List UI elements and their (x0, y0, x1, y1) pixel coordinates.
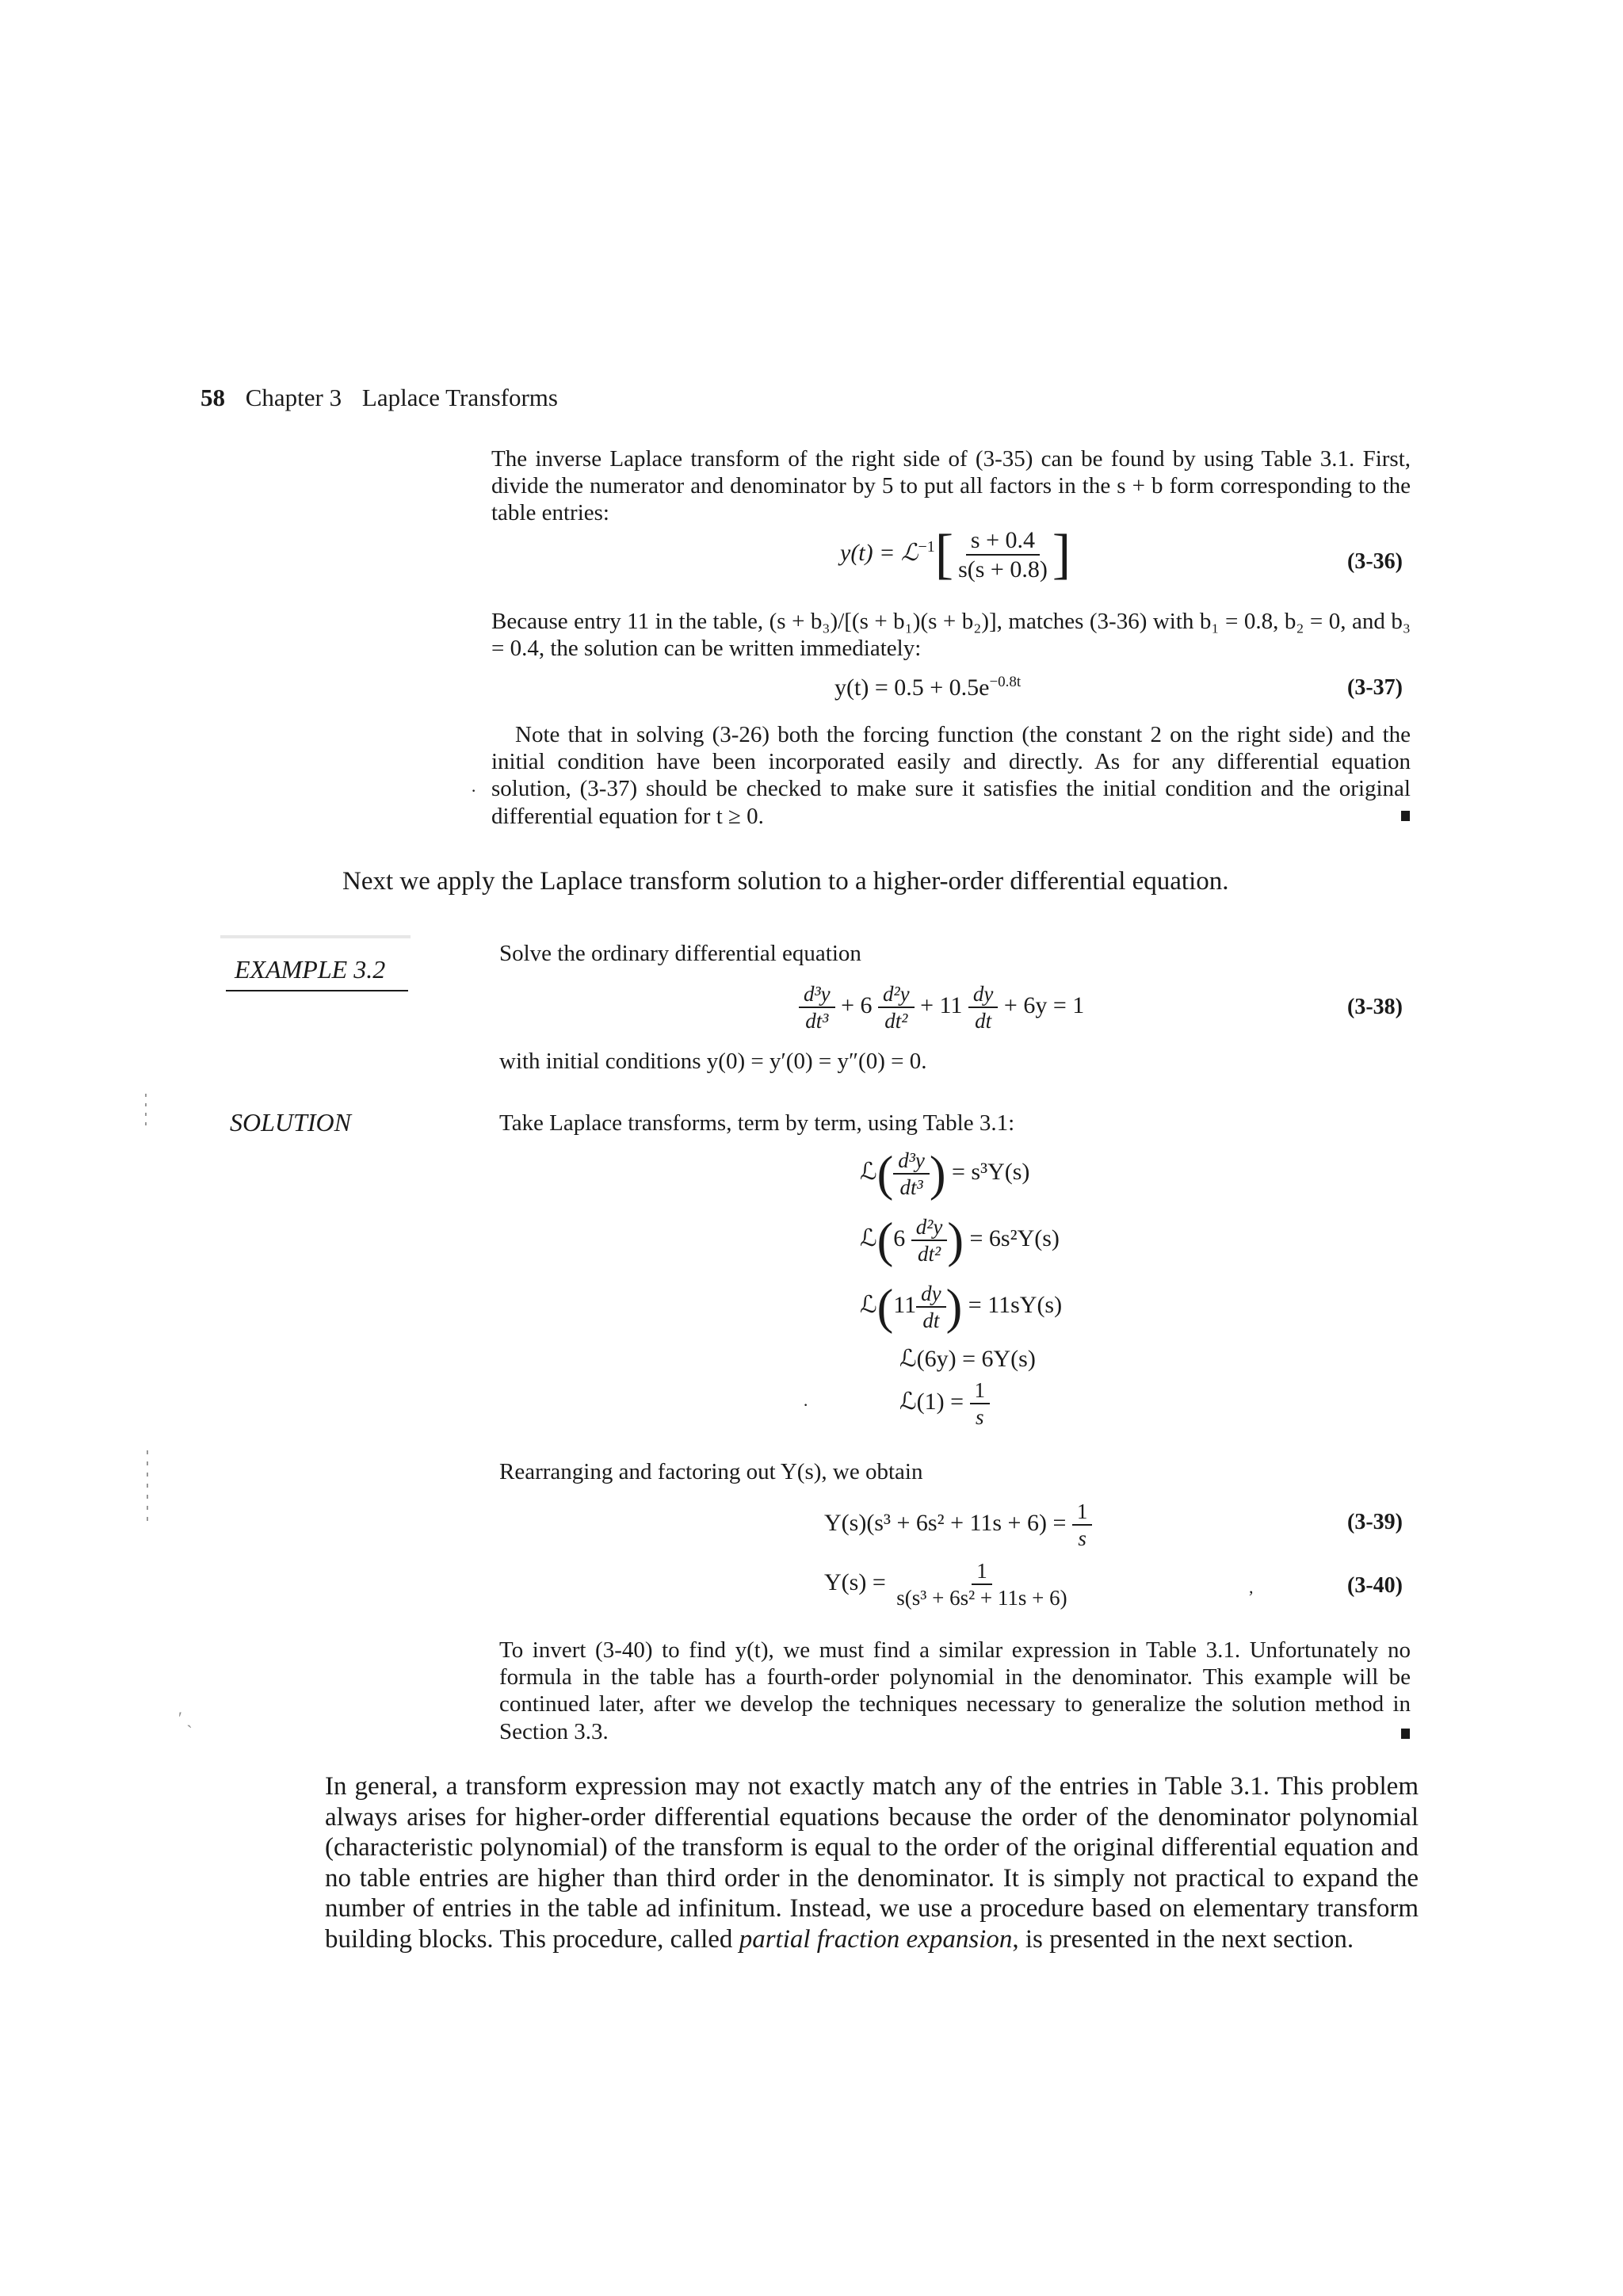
equation-3-38 (799, 983, 1084, 1033)
example-closing: To invert (3-40) to find y(t), we must find a similar expression in Table 3.1. Unfortunately no formula in the table has a fourth-order polynomial in the denominator. This example will be continued later, after we develop the techniques necessary to generalize the solution method in Section 3.3. (499, 1637, 1411, 1744)
end-of-solution-mark (1401, 1729, 1410, 1739)
rearranging-line: Rearranging and factoring out Y(s), we obtain (499, 1459, 923, 1484)
scan-smudge (220, 935, 411, 938)
eq338-term3: $\frac{dy}{dt}$ (968, 983, 998, 1033)
solution-intro: Take Laplace transforms, term by term, using Table 3.1: (499, 1110, 1015, 1136)
eq338-term2: $\frac{\text{d²y}}{\text{dt²}}$ (878, 983, 915, 1033)
equation-3-40: Y(s) = $\frac{1}{\text{s(s³ + 6s² + 11s + 6)}}$ (824, 1559, 1067, 1610)
eq338-term1: $\frac{\text{d³y}}{\text{dt³}}$ (799, 983, 835, 1033)
left-bracket: [ (934, 524, 954, 585)
emphasis-term: partial fraction expansion (739, 1925, 1013, 1954)
paragraph-note: Note that in solving (3-26) both the forcing function (the constant 2 on the right side) and the initial condition have been incorporated easily and directly. As for any differential equation solution, (3-37) should be checked to make sure it satisfies the initial condition and the original differential equation for t ≥ 0. (491, 722, 1411, 829)
example-label: EXAMPLE 3.2 (235, 955, 386, 984)
transform-6y: ℒ(6y) = 6Y(s) (899, 1346, 1036, 1372)
equation-3-37 (834, 674, 1021, 701)
eq338-coef2: + 6 (841, 992, 873, 1019)
stray-comma: , (1249, 1577, 1254, 1597)
running-header (200, 384, 558, 412)
margin-ticks (145, 1094, 147, 1125)
eq336-fraction (953, 528, 1052, 583)
label-3-37: (3-37) (1347, 675, 1403, 700)
margin-dot: · (471, 781, 477, 800)
label-3-40: (3-40) (1347, 1573, 1403, 1598)
equation-3-39: Y(s)(s³ + 6s² + 11s + 6) = $\frac{1}{s}$ (824, 1500, 1092, 1550)
chapter-title: Laplace Transforms (361, 384, 558, 411)
initial-conditions: with initial conditions y(0) = y′(0) = y″(0) = 0. (499, 1049, 927, 1074)
paragraph-inverse-transform: The inverse Laplace transform of the right side of (3-35) can be found by using Table 3.1. First, divide the numerator and denominator by 5 to put all factors in the s + b form corresponding to the table entries: (491, 446, 1411, 526)
eq339-lhs: Y(s)(s³ + 6s² + 11s + 6) = (824, 1510, 1067, 1537)
stray-dot: · (803, 1395, 809, 1415)
label-3-39: (3-39) (1347, 1510, 1403, 1534)
equation-3-36 (840, 524, 1071, 585)
eq337-sup: −0.8t (989, 674, 1022, 690)
tr2-rhs: = 6s²Y(s) (969, 1225, 1060, 1252)
tr3-rhs: = 11sY(s) (968, 1292, 1063, 1319)
end-of-example-mark (1401, 811, 1410, 821)
transform-constant: ℒ(1) = $\frac{1}{s}$ (899, 1379, 990, 1429)
chapter-number: Chapter 3 (245, 384, 342, 411)
transition-sentence: Next we apply the Laplace transform solution to a higher-order differential equation. (342, 867, 1229, 896)
eq337-body: y(t) = 0.5 + 0.5e (834, 674, 990, 701)
eq338-coef3: + 11 (920, 992, 963, 1019)
example-underline (226, 990, 408, 991)
final-paragraph: In general, a transform expression may not exactly match any of the entries in Table 3.1. This problem always arises for higher-order differential equations because the order of the denominator polynomial (characteristic polynomial) of the transform is equal to the order of the original differential equation and no table entries are higher than third order in the denominator. It is simply not practical to expand the number of entries in the table ad infinitum. Instead, we use a procedure based on elementary transform building blocks. This procedure, called partial fraction expansion, is presented in the next section. (325, 1772, 1419, 1954)
eq336-numerator: s + 0.4 (966, 528, 1040, 556)
page-number: 58 (200, 384, 225, 411)
right-bracket: ] (1052, 524, 1071, 585)
eq340-lhs: Y(s) = (824, 1569, 886, 1596)
transform-second-derivative: ℒ(6 $\frac{\text{d²y}}{\text{dt²}}$ ) = 6s²Y(s) (860, 1213, 1060, 1268)
label-3-38: (3-38) (1347, 995, 1403, 1019)
transform-first-derivative: ℒ(11 $\frac{dy}{dt}$ ) = 11sY(s) (860, 1280, 1063, 1335)
example-intro: Solve the ordinary differential equation (499, 941, 861, 966)
eq336-denominator: s(s + 0.8) (958, 556, 1048, 583)
paragraph-entry-11: Because entry 11 in the table, (s + b₃)/[(s + b₁)(s + b₂)], matches (3-36) with b₁ = 0.8, b₂ = 0, and b₃ = 0.4, the solution can be written immediately: (491, 609, 1411, 662)
eq338-tail: + 6y = 1 (1003, 992, 1085, 1019)
eq336-lhs: y(t) = ℒ (840, 539, 918, 566)
label-3-36: (3-36) (1347, 549, 1403, 574)
margin-specks: ′ ˏ (178, 1708, 193, 1728)
tr1-rhs: = s³Y(s) (952, 1159, 1030, 1186)
solution-label: SOLUTION (230, 1108, 351, 1137)
transform-third-derivative: ℒ( $\frac{\text{d³y}}{\text{dt³}}$ ) = s³Y(s) (860, 1147, 1030, 1201)
margin-ticks-2 (147, 1450, 148, 1522)
eq336-sup: −1 (918, 537, 935, 556)
